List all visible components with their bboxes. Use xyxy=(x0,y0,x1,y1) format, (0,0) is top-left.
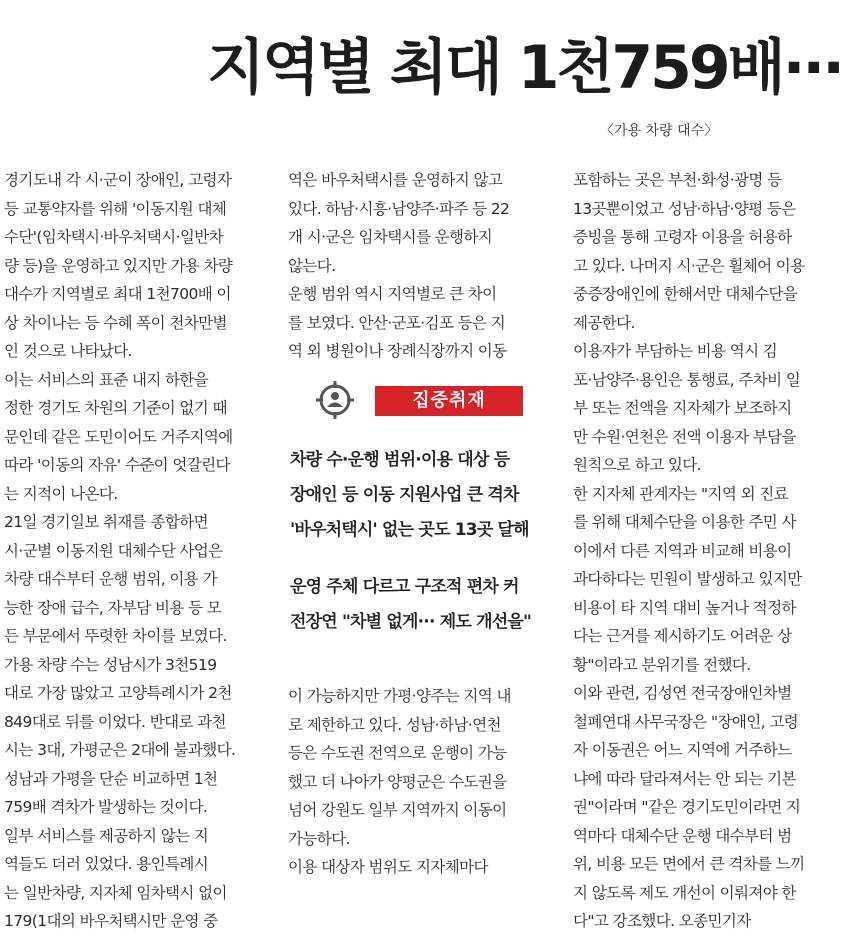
article-line: 만 수원·연천은 전액 이용자 부담을 xyxy=(573,427,796,446)
article-line: 자 이동권은 어느 지역에 거주하느 xyxy=(573,741,792,759)
article-line: 등은 수도권 전역으로 운행이 가능 xyxy=(288,744,507,762)
article-line: 중증장애인에 한해서만 대체수단을 xyxy=(573,285,798,303)
article-line: 증빙을 통해 고령자 이용을 허용하 xyxy=(573,228,792,246)
article-line: 철폐연대 사무국장은 "장애인, 고령 xyxy=(573,712,799,731)
article-line: 759배 격차가 발생하는 것이다. xyxy=(4,798,208,816)
article-line: 역들도 더러 있었다. 용인특례시 xyxy=(4,855,209,873)
article-line: 849대로 뒤를 이었다. 반대로 과천 xyxy=(4,712,226,731)
article-line: 지 않도록 제도 개선이 이뤄져야 한 xyxy=(573,883,796,902)
headline: 지역별 최대 1천759배··· xyxy=(207,33,842,103)
article-line: 일부 서비스를 제공하지 않는 지 xyxy=(4,826,209,845)
article-line: 포·남양주·용인은 통행료, 주차비 일 xyxy=(573,370,801,389)
article-line: 위, 비용 모든 면에서 큰 격차를 느끼 xyxy=(573,855,805,873)
article-line: 넘어 강원도 일부 지역까지 이동이 xyxy=(288,801,507,819)
article-column-2-top xyxy=(288,166,560,366)
article-line: 성남과 가평을 단순 비교하면 1천 xyxy=(4,769,218,788)
article-line: 13곳뿐이었고 성남·하남·양평 등은 xyxy=(573,199,796,218)
article-line: 수단'(임차택시·바우처택시·일반차 xyxy=(4,228,223,246)
article-line: 비용이 타 지역 대비 높거나 적정하 xyxy=(573,598,796,617)
focus-report-label xyxy=(315,380,555,420)
article-line: 역 외 병원이나 장례식장까지 이동 xyxy=(288,342,507,360)
article-line: 이에서 다른 지역과 비교해 비용이 xyxy=(573,541,792,560)
article-line: 는 지적이 나온다. xyxy=(4,484,118,503)
article-line: 이용자가 부담하는 비용 역시 김 xyxy=(573,342,778,360)
article-line: 따라 '이동의 자유' 수준이 엇갈린다 xyxy=(4,456,230,474)
article-line: 경기도내 각 시·군이 장애인, 고령자 xyxy=(4,171,232,189)
article-line: 다는 근거를 제시하기도 어려운 상 xyxy=(573,627,792,645)
article-column-2-bottom xyxy=(288,682,560,882)
article-line: 문인데 같은 도민이어도 거주지역에 xyxy=(4,427,233,446)
article-line: 이와 관련, 김성연 전국장애인차별 xyxy=(573,684,792,702)
article-line: 포함하는 곳은 부천·화성·광명 등 xyxy=(573,171,782,189)
article-line: 한 지자체 관계자는 "지역 외 진료 xyxy=(573,484,789,503)
article-line: 이용 대상자 범위도 지자체마다 xyxy=(288,858,488,876)
article-line: 권"이라며 "같은 경기도민이라면 지 xyxy=(573,798,801,816)
article-line: 든 부문에서 뚜렷한 차이를 보였다. xyxy=(4,627,227,645)
article-line: 운행 범위 역시 지역별로 큰 차이 xyxy=(288,285,497,303)
article-line: 시·군별 이동지원 대체수단 사업은 xyxy=(4,541,223,560)
article-line: 대수가 지역별로 최대 1천700배 이 xyxy=(4,285,231,303)
subhead-line: 차량 수·운행 범위·이용 대상 등 xyxy=(290,450,510,470)
subhead-group-2 xyxy=(290,570,558,640)
article-line: 황"이라고 분위기를 전했다. xyxy=(573,655,751,674)
article-line: 로 제한하고 있다. 성남·하남·연천 xyxy=(288,715,501,734)
article-line: 개 시·군은 임차택시를 운행하지 xyxy=(288,228,493,246)
article-line: 이 가능하지만 가평·양주는 지역 내 xyxy=(288,687,511,705)
article-line: 역은 바우처택시를 운영하지 않고 xyxy=(288,171,503,189)
article-line: 능한 장애 급수, 자부담 비용 등 모 xyxy=(4,598,222,617)
article-line: 를 보였다. 안산·군포·김포 등은 지 xyxy=(288,313,506,332)
chart-caption: 〈가용 차량 대수〉 xyxy=(600,123,719,139)
article-line: 않는다. xyxy=(288,256,336,275)
article-line: 179(1대의 바우처택시만 운영 중 xyxy=(4,912,218,930)
article-line: 량 등)을 운영하고 있지만 가용 차량 xyxy=(4,256,233,275)
subhead-group-1 xyxy=(290,443,558,548)
article-line: 다"고 강조했다. 오종민기자 xyxy=(573,912,751,930)
article-line: 21일 경기일보 취재를 종합하면 xyxy=(4,513,208,531)
article-line: 이는 서비스의 표준 내지 하한을 xyxy=(4,370,209,389)
article-line: 대로 가장 많았고 고양특례시가 2천 xyxy=(4,684,232,702)
article-line: 가용 차량 수는 성남시가 3천519 xyxy=(4,655,217,674)
article-line: 차량 대수부터 운행 범위, 이용 가 xyxy=(4,570,217,588)
article-line: 시는 3대, 가평군은 2대에 불과했다. xyxy=(4,741,236,759)
article-line: 원칙으로 하고 있다. xyxy=(573,456,701,474)
article-line: 인 것으로 나타났다. xyxy=(4,342,132,360)
subhead-line: '바우처택시' 없는 곳도 13곳 달해 xyxy=(290,520,529,540)
subhead-line: 운영 주체 다르고 구조적 편차 커 xyxy=(290,577,519,597)
article-line: 했고 더 나아가 양평군은 수도권을 xyxy=(288,772,507,791)
article-line: 제공한다. xyxy=(573,313,635,332)
focus-report-badge: 집중취재 xyxy=(375,386,523,416)
article-line: 등 교통약자를 위해 '이동지원 대체 xyxy=(4,199,227,218)
article-line: 역마다 대체수단 운행 대수부터 범 xyxy=(573,826,792,845)
article-line: 는 일반차량, 지자체 임차택시 없이 xyxy=(4,883,227,902)
subhead-line: 전장연 "차별 없게··· 제도 개선을" xyxy=(290,612,532,632)
article-line: 부 또는 전액을 지자체가 보조하지 xyxy=(573,399,792,417)
article-line: 상 차이나는 등 수혜 폭이 천차만별 xyxy=(4,313,227,332)
article-line: 고 있다. 나머지 시·군은 휠체어 이용 xyxy=(573,256,805,275)
article-column-3 xyxy=(573,166,845,936)
article-line: 있다. 하남·시흥·남양주·파주 등 22 xyxy=(288,199,510,218)
article-line: 정한 경기도 차원의 기준이 없기 때 xyxy=(4,399,227,417)
article-line: 냐에 따라 달라져서는 안 되는 기본 xyxy=(573,769,796,788)
article-column-1 xyxy=(4,166,276,936)
subhead-line: 장애인 등 이동 지원사업 큰 격차 xyxy=(290,485,519,505)
crosshair-person-icon xyxy=(315,380,355,420)
article-line: 가능하다. xyxy=(288,829,350,848)
article-line: 과다하다는 민원이 발생하고 있지만 xyxy=(573,570,802,588)
article-line: 를 위해 대체수단을 이용한 주민 사 xyxy=(573,513,796,531)
